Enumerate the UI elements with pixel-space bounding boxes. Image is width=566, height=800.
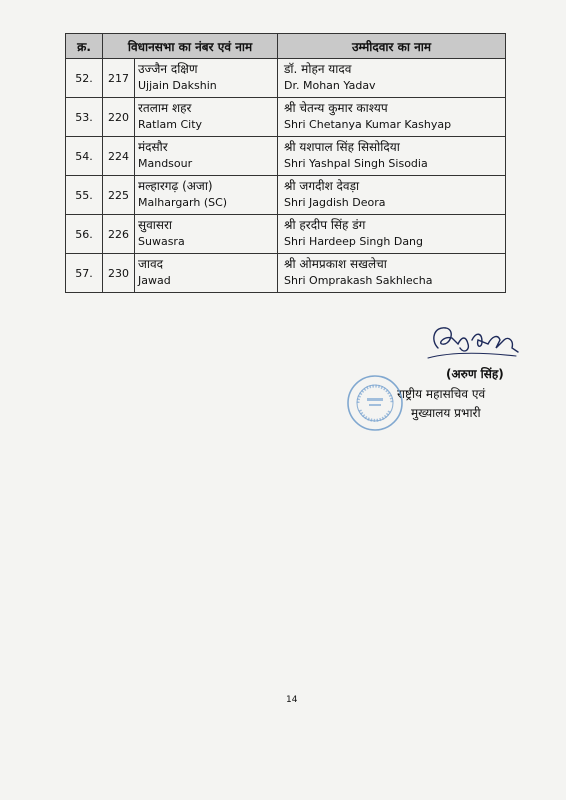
row-constituency — [135, 176, 278, 215]
candidate-hindi: श्री जगदीश देवड़ा — [284, 179, 360, 193]
candidate-hindi: श्री चेतन्य कुमार काश्यप — [284, 101, 388, 115]
candidate-english: Shri Omprakash Sakhlecha — [284, 274, 433, 287]
candidate-hindi: श्री यशपाल सिंह सिसोदिया — [284, 140, 400, 154]
row-candidate — [278, 59, 506, 98]
constituency-english: Mandsour — [138, 157, 193, 170]
constituency-english: Suwasra — [138, 235, 185, 248]
constituency-hindi: सुवासरा — [138, 218, 173, 232]
signatory-designation-line2: मुख्यालय प्रभारी — [411, 406, 481, 420]
header-constituency: विधानसभा का नंबर एवं नाम — [103, 34, 278, 59]
candidate-hindi: डॉ. मोहन यादव — [284, 62, 352, 76]
page-number: 14 — [286, 695, 298, 705]
row-sno: 53. — [66, 98, 103, 137]
table-row — [66, 254, 506, 293]
row-constituency — [135, 98, 278, 137]
row-constituency — [135, 137, 278, 176]
row-constituency — [135, 254, 278, 293]
constituency-english: Ujjain Dakshin — [138, 79, 217, 92]
row-ac-number: 225 — [103, 176, 135, 215]
candidate-english: Shri Jagdish Deora — [284, 196, 386, 209]
row-ac-number: 224 — [103, 137, 135, 176]
constituency-hindi: मंदसौर — [138, 140, 168, 154]
table-row — [66, 176, 506, 215]
constituency-english: Jawad — [138, 274, 171, 287]
table-row — [66, 59, 506, 98]
constituency-hindi: रतलाम शहर — [138, 101, 192, 115]
constituency-hindi: मल्हारगढ़ (अजा) — [138, 179, 213, 193]
row-constituency — [135, 59, 278, 98]
row-sno: 54. — [66, 137, 103, 176]
signatory-name: (अरुण सिंह) — [446, 367, 504, 381]
table-row — [66, 98, 506, 137]
signatory-designation-line1: राष्ट्रीय महासचिव एवं — [397, 387, 486, 401]
row-sno: 56. — [66, 215, 103, 254]
row-candidate — [278, 215, 506, 254]
row-sno: 52. — [66, 59, 103, 98]
signature-image — [420, 318, 520, 366]
row-ac-number: 230 — [103, 254, 135, 293]
table-row — [66, 137, 506, 176]
row-sno: 55. — [66, 176, 103, 215]
row-candidate — [278, 176, 506, 215]
row-ac-number: 226 — [103, 215, 135, 254]
constituency-hindi: उज्जैन दक्षिण — [138, 62, 198, 76]
table-row — [66, 215, 506, 254]
candidate-english: Shri Chetanya Kumar Kashyap — [284, 118, 452, 131]
row-constituency — [135, 215, 278, 254]
row-candidate — [278, 98, 506, 137]
candidate-hindi: श्री हरदीप सिंह डंग — [284, 218, 366, 232]
row-candidate — [278, 137, 506, 176]
row-candidate — [278, 254, 506, 293]
candidate-table — [65, 33, 506, 293]
constituency-english: Malhargarh (SC) — [138, 196, 228, 209]
office-seal-image — [346, 374, 404, 432]
header-candidate: उम्मीदवार का नाम — [278, 34, 506, 59]
row-ac-number: 217 — [103, 59, 135, 98]
table-header-row — [66, 34, 506, 59]
row-sno: 57. — [66, 254, 103, 293]
constituency-english: Ratlam City — [138, 118, 203, 131]
candidate-english: Shri Hardeep Singh Dang — [284, 235, 424, 248]
candidate-english: Shri Yashpal Singh Sisodia — [284, 157, 428, 170]
constituency-hindi: जावद — [138, 257, 164, 271]
header-sno: क्र. — [66, 34, 103, 59]
candidate-english: Dr. Mohan Yadav — [284, 79, 376, 92]
candidate-hindi: श्री ओमप्रकाश सखलेचा — [284, 257, 387, 271]
row-ac-number: 220 — [103, 98, 135, 137]
